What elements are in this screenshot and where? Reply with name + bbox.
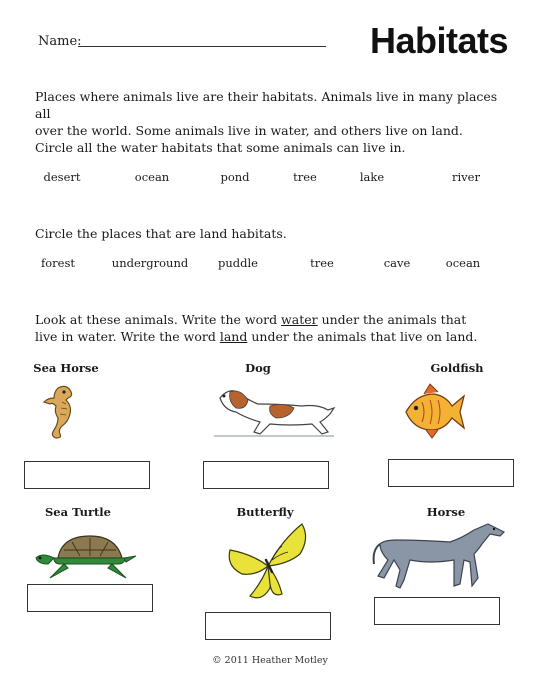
- dog-icon: [210, 380, 340, 442]
- seahorse-icon: [36, 382, 86, 442]
- q1-word[interactable]: river: [452, 170, 480, 184]
- q3-text: under the animals that: [317, 312, 467, 327]
- horse-icon: [370, 520, 510, 592]
- name-label: Name:: [38, 34, 82, 49]
- answer-box-goldfish[interactable]: [388, 459, 514, 487]
- q1-word[interactable]: lake: [359, 170, 385, 184]
- q2-word[interactable]: tree: [310, 256, 334, 270]
- question-3-text: [35, 311, 515, 345]
- q1-word[interactable]: tree: [293, 170, 317, 184]
- intro-line-1: Places where animals live are their habitats. Animals live in many places all: [35, 89, 498, 121]
- q3-land-word: land: [219, 329, 248, 344]
- q3-text: live in water. Write the word: [35, 329, 220, 344]
- animal-label-sea-horse: Sea Horse: [33, 361, 99, 375]
- page-title: Habitats: [370, 20, 509, 61]
- animal-label-dog: Dog: [245, 361, 271, 375]
- animal-label-goldfish: Goldfish: [430, 361, 484, 375]
- animal-label-sea-turtle: Sea Turtle: [45, 505, 111, 519]
- q2-word[interactable]: underground: [111, 256, 189, 270]
- name-line[interactable]: [78, 46, 326, 47]
- q2-word[interactable]: ocean: [445, 256, 481, 270]
- q1-word[interactable]: pond: [220, 170, 250, 184]
- question-1-text: Circle all the water habitats that some animals can live in.: [35, 140, 406, 155]
- question-3-line-2: [35, 328, 515, 345]
- goldfish-icon: [402, 380, 468, 442]
- answer-box-butterfly[interactable]: [205, 612, 331, 640]
- intro-text: [35, 88, 505, 139]
- q3-text: under the animals that live on land.: [247, 329, 478, 344]
- q2-word[interactable]: forest: [40, 256, 76, 270]
- answer-box-sea-horse[interactable]: [24, 461, 150, 489]
- q3-water-word: water: [281, 312, 318, 327]
- butterfly-icon: [222, 520, 312, 606]
- copyright-footer: © 2011 Heather Motley: [212, 655, 328, 666]
- animal-label-butterfly: Butterfly: [236, 505, 294, 519]
- question-3-line-1: [35, 311, 515, 328]
- intro-line-2: over the world. Some animals live in water, and others live on land.: [35, 123, 463, 138]
- q2-word[interactable]: cave: [383, 256, 411, 270]
- q2-word[interactable]: puddle: [218, 256, 258, 270]
- q1-word[interactable]: ocean: [134, 170, 170, 184]
- q1-word[interactable]: desert: [43, 170, 81, 184]
- answer-box-horse[interactable]: [374, 597, 500, 625]
- sea-turtle-icon: [28, 528, 140, 584]
- q3-text: Look at these animals. Write the word: [35, 312, 282, 327]
- answer-box-dog[interactable]: [203, 461, 329, 489]
- answer-box-sea-turtle[interactable]: [27, 584, 153, 612]
- animal-label-horse: Horse: [426, 505, 466, 519]
- question-2-text: Circle the places that are land habitats.: [35, 226, 287, 241]
